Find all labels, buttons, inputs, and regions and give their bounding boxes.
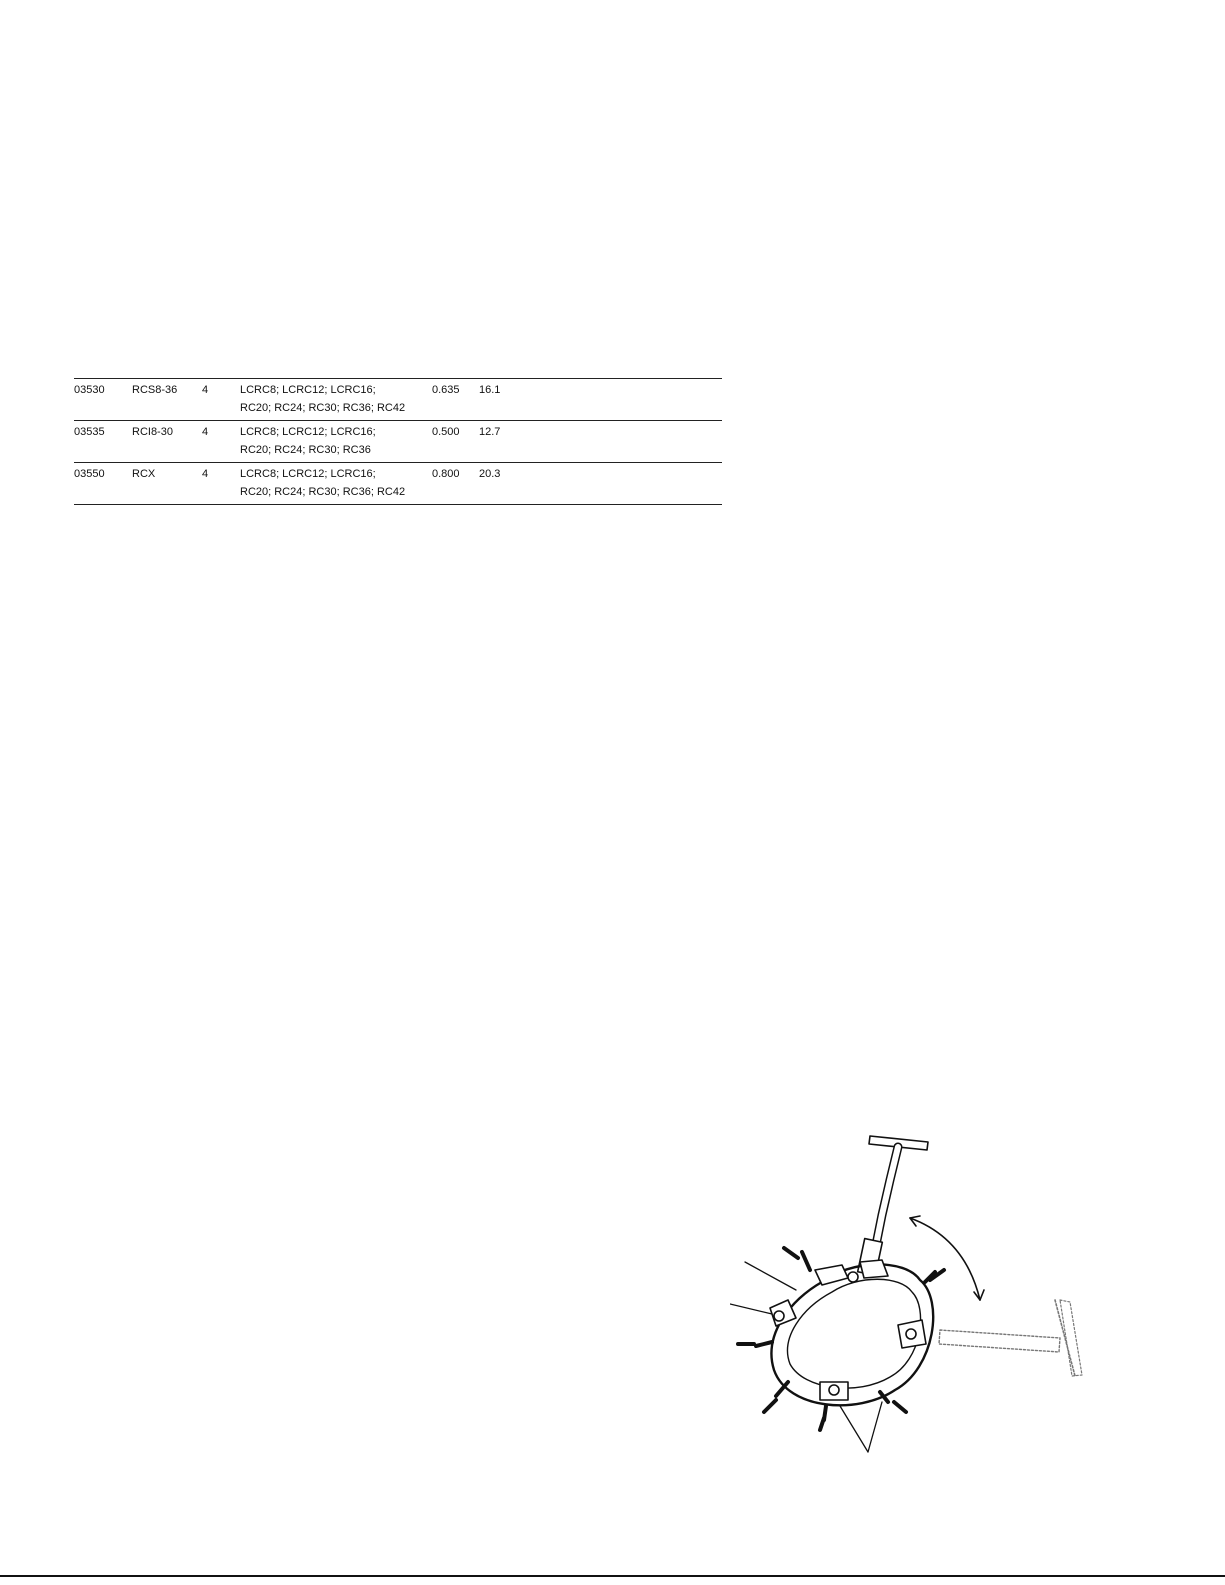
- ring-cutter-illustration: [730, 1120, 1120, 1480]
- model-name: RCS8-36: [132, 384, 178, 396]
- size-inch: 0.500: [432, 426, 460, 438]
- quantity: 4: [202, 384, 209, 396]
- part-number: 03535: [74, 426, 105, 438]
- quantity: 4: [202, 468, 209, 480]
- ring-cutter-icon: [730, 1120, 1120, 1480]
- table-row: [74, 463, 722, 505]
- table-row: [74, 379, 722, 421]
- compatible-line-2: RC20; RC24; RC30; RC36: [240, 444, 371, 456]
- size-mm: 12.7: [479, 426, 501, 438]
- rotation-arrow: [910, 1216, 984, 1300]
- ghost-handle: [939, 1300, 1082, 1376]
- compatible-line-1: LCRC8; LCRC12; LCRC16;: [240, 468, 376, 480]
- table-row: [74, 421, 722, 463]
- compatible-line-2: RC20; RC24; RC30; RC36; RC42: [240, 486, 406, 498]
- model-name: RCI8-30: [132, 426, 173, 438]
- size-inch: 0.635: [432, 384, 460, 396]
- quantity: 4: [202, 426, 209, 438]
- compatible-models: [240, 463, 432, 505]
- compatible-line-1: LCRC8; LCRC12; LCRC16;: [240, 384, 376, 396]
- leader-lines: [730, 1262, 882, 1452]
- compatible-models: [240, 421, 432, 463]
- t-handle: [858, 1136, 928, 1275]
- spec-table: [74, 378, 722, 505]
- ring-body: [756, 1252, 935, 1420]
- part-number: 03530: [74, 384, 105, 396]
- part-number: 03550: [74, 468, 105, 480]
- size-inch: 0.800: [432, 468, 460, 480]
- compatible-line-1: LCRC8; LCRC12; LCRC16;: [240, 426, 376, 438]
- footer-rule: [0, 1575, 1225, 1577]
- size-mm: 16.1: [479, 384, 501, 396]
- compatible-line-2: RC20; RC24; RC30; RC36; RC42: [240, 402, 406, 414]
- size-mm: 20.3: [479, 468, 501, 480]
- model-name: RCX: [132, 468, 156, 480]
- compatible-models: [240, 379, 432, 421]
